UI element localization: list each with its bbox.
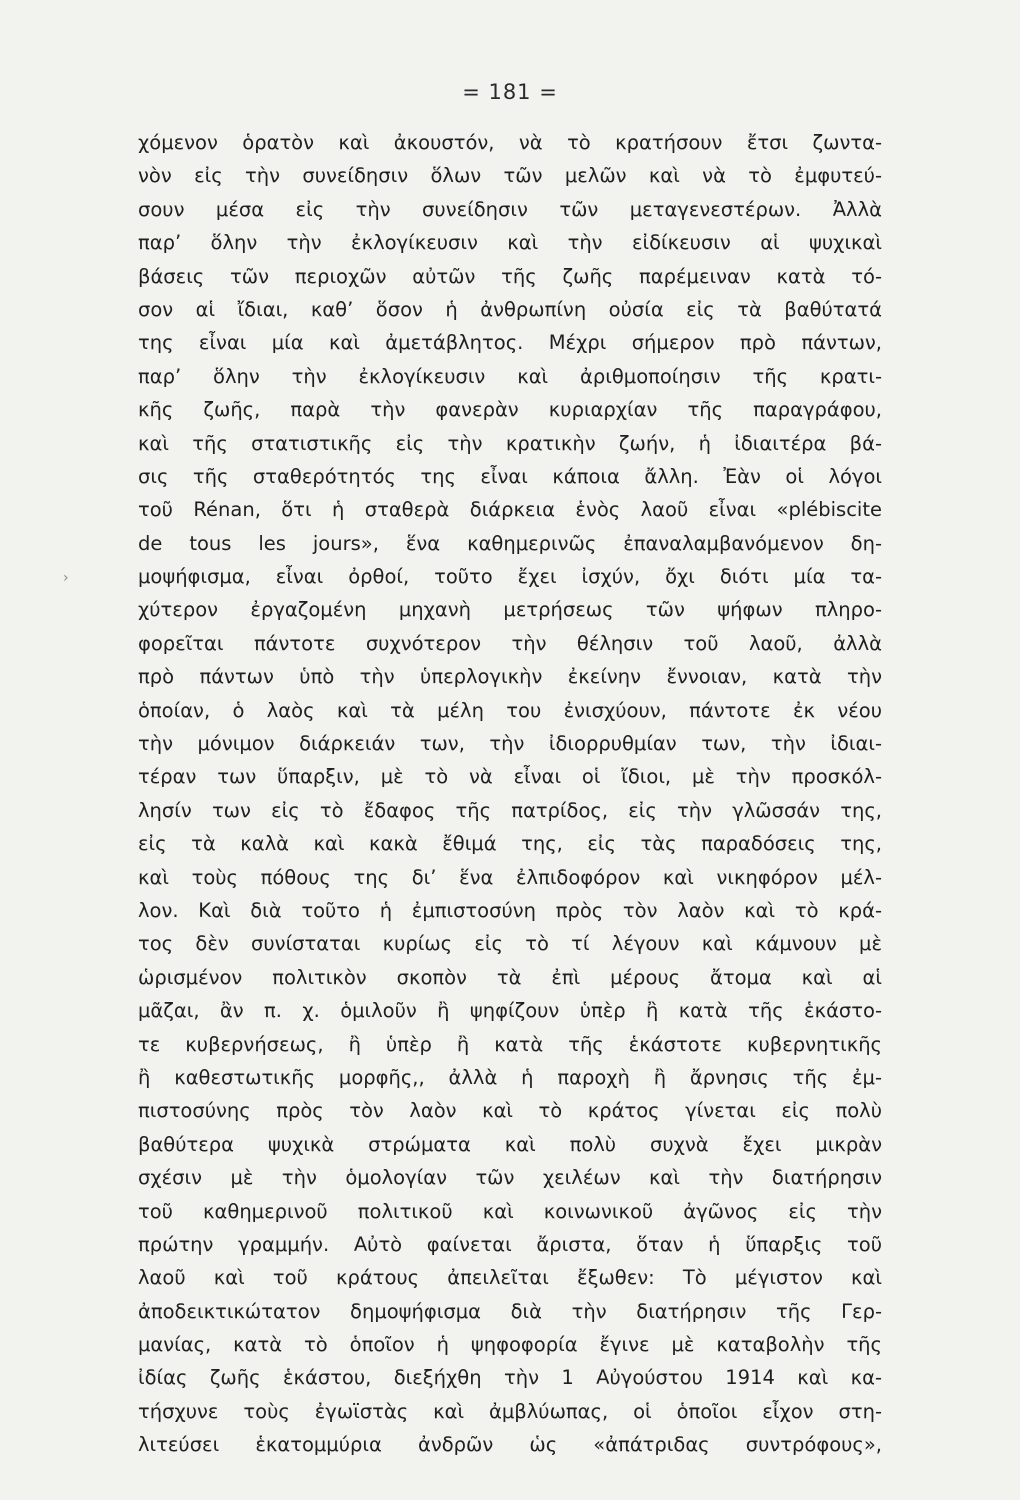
text-line: νὸν εἰς τὴν συνείδησιν ὅλων τῶν μελῶν καὶ νὰ τὸ ἐμφυτεύ- [138, 164, 882, 188]
text-line: βαθύτερα ψυχικὰ στρώματα καὶ πολὺ συχνὰ ἔχει μικρὰν [138, 1132, 882, 1156]
text-line: πρὸ πάντων ὑπὸ τὴν ὑπερλογικὴν ἐκείνην ἔννοιαν, κατὰ τὴν [138, 665, 882, 689]
text-line: de tous les jours», ἕνα καθημερινῶς ἐπαναλαμβανόμενον δη- [138, 531, 882, 555]
text-line: σις τῆς σταθερότητός της εἶναι κάποια ἄλλη. Ἐὰν οἱ λόγοι [138, 464, 882, 488]
text-line: μοψήφισμα, εἶναι ὀρθοί, τοῦτο ἔχει ἰσχύν, ὄχι διότι μία τα- [138, 565, 882, 589]
text-line: πρώτην γραμμήν. Αὐτὸ φαίνεται ἄριστα, ὅταν ἡ ὕπαρξις τοῦ [138, 1232, 882, 1256]
text-line: τοῦ Rénan, ὅτι ἡ σταθερὰ διάρκεια ἑνὸς λαοῦ εἶναι «plébiscite [138, 498, 882, 522]
text-line: της εἶναι μία καὶ ἀμετάβλητος. Μέχρι σήμερον πρὸ πάντων, [138, 331, 882, 355]
text-line: ἀποδεικτικώτατον δημοψήφισμα διὰ τὴν διατήρησιν τῆς Γερ- [138, 1299, 882, 1323]
text-line: χύτερον ἐργαζομένη μηχανὴ μετρήσεως τῶν ψήφων πληρο- [138, 598, 882, 622]
text-line: παρ’ ὅλην τὴν ἐκλογίκευσιν καὶ ἀριθμοποίησιν τῆς κρατι- [138, 364, 882, 388]
margin-mark: › [63, 570, 69, 586]
text-line: τος δὲν συνίσταται κυρίως εἰς τὸ τί λέγουν καὶ κάμνουν μὲ [138, 932, 882, 956]
body-text [138, 126, 882, 1462]
text-line: σον αἱ ἴδιαι, καθ’ ὅσον ἡ ἀνθρωπίνη οὐσία εἰς τὰ βαθύτατά [138, 297, 882, 321]
text-line: τέραν των ὕπαρξιν, μὲ τὸ νὰ εἶναι οἱ ἴδιοι, μὲ τὴν προσκόλ- [138, 765, 882, 789]
text-line: λον. Καὶ διὰ τοῦτο ἡ ἐμπιστοσύνη πρὸς τὸν λαὸν καὶ τὸ κρά- [138, 898, 882, 922]
text-line: λαοῦ καὶ τοῦ κράτους ἀπειλεῖται ἔξωθεν: Τὸ μέγιστον καὶ [138, 1266, 882, 1290]
text-line: τήσχυνε τοὺς ἐγωϊστὰς καὶ ἀμβλύωπας, οἱ ὁποῖοι εἶχον στη- [138, 1399, 882, 1423]
text-line: καὶ τῆς στατιστικῆς εἰς τὴν κρατικὴν ζωήν, ἡ ἰδιαιτέρα βά- [138, 431, 882, 455]
text-line: λιτεύσει ἑκατομμύρια ἀνδρῶν ὡς «ἀπάτριδας συντρόφους», [138, 1433, 882, 1457]
text-line: καὶ τοὺς πόθους της δι’ ἕνα ἐλπιδοφόρον καὶ νικηφόρον μέλ- [138, 865, 882, 889]
text-line: ἢ καθεστωτικῆς μορφῆς,, ἀλλὰ ἡ παροχὴ ἢ ἄρνησις τῆς ἐμ- [138, 1065, 882, 1089]
text-line: βάσεις τῶν περιοχῶν αὐτῶν τῆς ζωῆς παρέμειναν κατὰ τό- [138, 264, 882, 288]
text-line: ὡρισμένον πολιτικὸν σκοπὸν τὰ ἐπὶ μέρους ἄτομα καὶ αἱ [138, 965, 882, 989]
text-line: μανίας, κατὰ τὸ ὁποῖον ἡ ψηφοφορία ἔγινε μὲ καταβολὴν τῆς [138, 1333, 882, 1357]
text-line: τε κυβερνήσεως, ἢ ὑπὲρ ἢ κατὰ τῆς ἑκάστοτε κυβερνητικῆς [138, 1032, 882, 1056]
text-line: ἰδίας ζωῆς ἑκάστου, διεξήχθη τὴν 1 Αὐγούστου 1914 καὶ κα- [138, 1366, 882, 1390]
text-line: τοῦ καθημερινοῦ πολιτικοῦ καὶ κοινωνικοῦ ἀγῶνος εἰς τὴν [138, 1199, 882, 1223]
text-line: σουν μέσα εἰς τὴν συνείδησιν τῶν μεταγενεστέρων. Ἀλλὰ [138, 197, 882, 221]
text-line: λησίν των εἰς τὸ ἔδαφος τῆς πατρίδος, εἰς τὴν γλῶσσάν της, [138, 798, 882, 822]
text-line: σχέσιν μὲ τὴν ὁμολογίαν τῶν χειλέων καὶ τὴν διατήρησιν [138, 1166, 882, 1190]
text-line: παρ’ ὅλην τὴν ἐκλογίκευσιν καὶ τὴν εἰδίκευσιν αἱ ψυχικαὶ [138, 231, 882, 255]
text-line: ὁποίαν, ὁ λαὸς καὶ τὰ μέλη του ἐνισχύουν, πάντοτε ἐκ νέου [138, 698, 882, 722]
text-line: κῆς ζωῆς, παρὰ τὴν φανερὰν κυριαρχίαν τῆς παραγράφου, [138, 398, 882, 422]
text-line: χόμενον ὁρατὸν καὶ ἀκουστόν, νὰ τὸ κρατήσουν ἔτσι ζωντα- [138, 131, 882, 154]
text-line: μᾶζαι, ἂν π. χ. ὁμιλοῦν ἢ ψηφίζουν ὑπὲρ ἢ κατὰ τῆς ἑκάστο- [138, 999, 882, 1023]
text-line: πιστοσύνης πρὸς τὸν λαὸν καὶ τὸ κράτος γίνεται εἰς πολὺ [138, 1099, 882, 1123]
page-number: = 181 = [462, 80, 558, 104]
text-line: εἰς τὰ καλὰ καὶ κακὰ ἔθιμά της, εἰς τὰς παραδόσεις της, [138, 832, 882, 856]
text-line: τὴν μόνιμον διάρκειάν των, τὴν ἰδιορρυθμίαν των, τὴν ἰδιαι- [138, 732, 882, 756]
text-line: φορεῖται πάντοτε συχνότερον τὴν θέλησιν τοῦ λαοῦ, ἀλλὰ [138, 631, 882, 655]
